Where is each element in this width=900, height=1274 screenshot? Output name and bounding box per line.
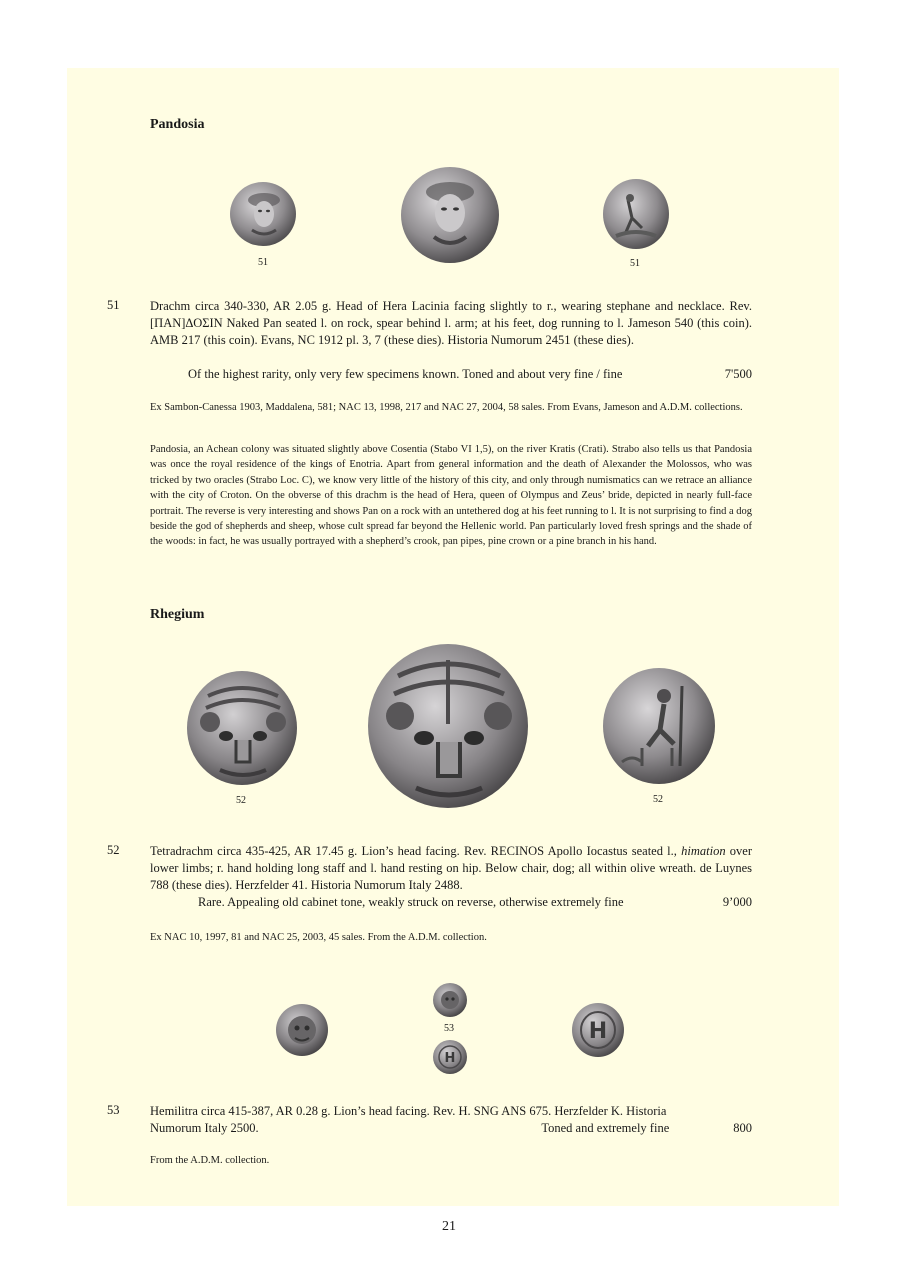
lot-number: 51	[107, 298, 120, 312]
lot-grade-line	[150, 894, 752, 911]
lot-description-italic: himation	[681, 844, 726, 858]
lot-commentary: Pandosia, an Achean colony was situated slightly above Cosentia (Stabo VI 1,5), on the river Kratis (Crati). Strabo also tells us that Pandosia was once the royal residence of the kings of Enotria. Apart from general information and the death of Alexander the Molossos, who was tricked by two oracles (Strabo Loc. C), we know very little of the history of this city, and only through numismatics can we retrace an alliance with the city of Croton. On the obverse of this drachm is the head of Hera, queen of Olympus and Zeus’ bride, depicted in nearly full-face portrait. The reverse is very interesting and shows Pan on a rock with an untethered dog at his feet running to l. It is not surprising to find a dog beside the god of shepherds and sheep, whose cult spread far beyond the Hellenic world. Pan particularly loved fresh springs and the shade of the woods: in fact, he was usually portrayed with a shepherd’s crook, pan pipes, pine crown or a pine branch in his hand.	[150, 444, 752, 548]
coin-label: 53	[444, 1023, 454, 1034]
lot-grade-estimate	[541, 1120, 752, 1137]
section-heading-pandosia: Pandosia	[150, 117, 205, 132]
coin-52-obverse-enlarged-image	[366, 640, 532, 810]
coin-reverse-letter: H	[444, 1051, 456, 1066]
lot-description-part: over lower limbs; r. hand holding long staff and l. hand resting on hip. Below chair, dog; all within olive wreath. de Luynes 788 (these dies). Herzfelder 41. Historia Numorum Italy 2488.	[150, 844, 752, 892]
coin-53-obverse-image	[275, 1003, 329, 1057]
coin-53-obverse-small-image	[432, 982, 468, 1018]
coin-52-reverse-image	[602, 666, 718, 786]
coin-label: 51	[630, 258, 640, 269]
lot-estimate: 7'500	[724, 367, 752, 381]
lot-grade: Toned and extremely fine	[541, 1121, 670, 1135]
lot-grade-line	[150, 1120, 752, 1137]
coin-label: 51	[258, 257, 268, 268]
coin-label: 52	[653, 794, 663, 805]
coin-53-reverse-small-image	[432, 1039, 468, 1075]
coin-53-reverse-image	[571, 1002, 625, 1058]
lot-number: 52	[107, 843, 120, 857]
coin-51-obverse-image	[228, 180, 300, 248]
lot-estimate: 800	[733, 1121, 752, 1135]
coin-51-obverse-enlarged-image	[400, 165, 504, 265]
coin-51-reverse-image	[602, 178, 672, 250]
lot-grade: Rare. Appealing old cabinet tone, weakly struck on reverse, otherwise extremely fine	[198, 895, 624, 909]
lot-grade-line	[150, 366, 752, 383]
lot-description: Hemilitra circa 415-387, AR 0.28 g. Lion’s head facing. Rev. H. SNG ANS 675. Herzfelder K. Historia	[150, 1104, 667, 1118]
coin-52-obverse-image	[186, 670, 300, 788]
lot-description-line2: Numorum Italy 2500.	[150, 1121, 259, 1135]
lot-provenance: Ex Sambon-Canessa 1903, Maddalena, 581; NAC 13, 1998, 217 and NAC 27, 2004, 58 sales. From Evans, Jameson and A.D.M. collections.	[150, 402, 743, 413]
lot-number: 53	[107, 1103, 120, 1117]
coin-reverse-letter: H	[588, 1019, 608, 1044]
lot-provenance: Ex NAC 10, 1997, 81 and NAC 25, 2003, 45 sales. From the A.D.M. collection.	[150, 932, 487, 943]
lot-description	[150, 843, 752, 894]
lot-description: Drachm circa 340-330, AR 2.05 g. Head of Hera Lacinia facing slightly to r., wearing stephane and necklace. Rev. [ΠΑΝ]ΔΟΣΙΝ Naked Pan seated l. on rock, spear behind l. arm; at his feet, dog running to l. Jameson 540 (this coin). AMB 217 (this coin). Evans, NC 1912 pl. 3, 7 (these dies). Historia Numorum 2451 (these dies).	[150, 299, 752, 347]
lot-provenance: From the A.D.M. collection.	[150, 1155, 270, 1166]
lot-estimate: 9’000	[722, 895, 752, 909]
lot-grade: Of the highest rarity, only very few specimens known. Toned and about very fine / fine	[188, 367, 623, 381]
section-heading-rhegium: Rhegium	[150, 607, 205, 622]
coin-label: 52	[236, 795, 246, 806]
lot-description-part: Tetradrachm circa 435-425, AR 17.45 g. Lion’s head facing. Rev. RECINOS Apollo Iocastus seated l.,	[150, 844, 677, 858]
page-number: 21	[442, 1219, 456, 1234]
